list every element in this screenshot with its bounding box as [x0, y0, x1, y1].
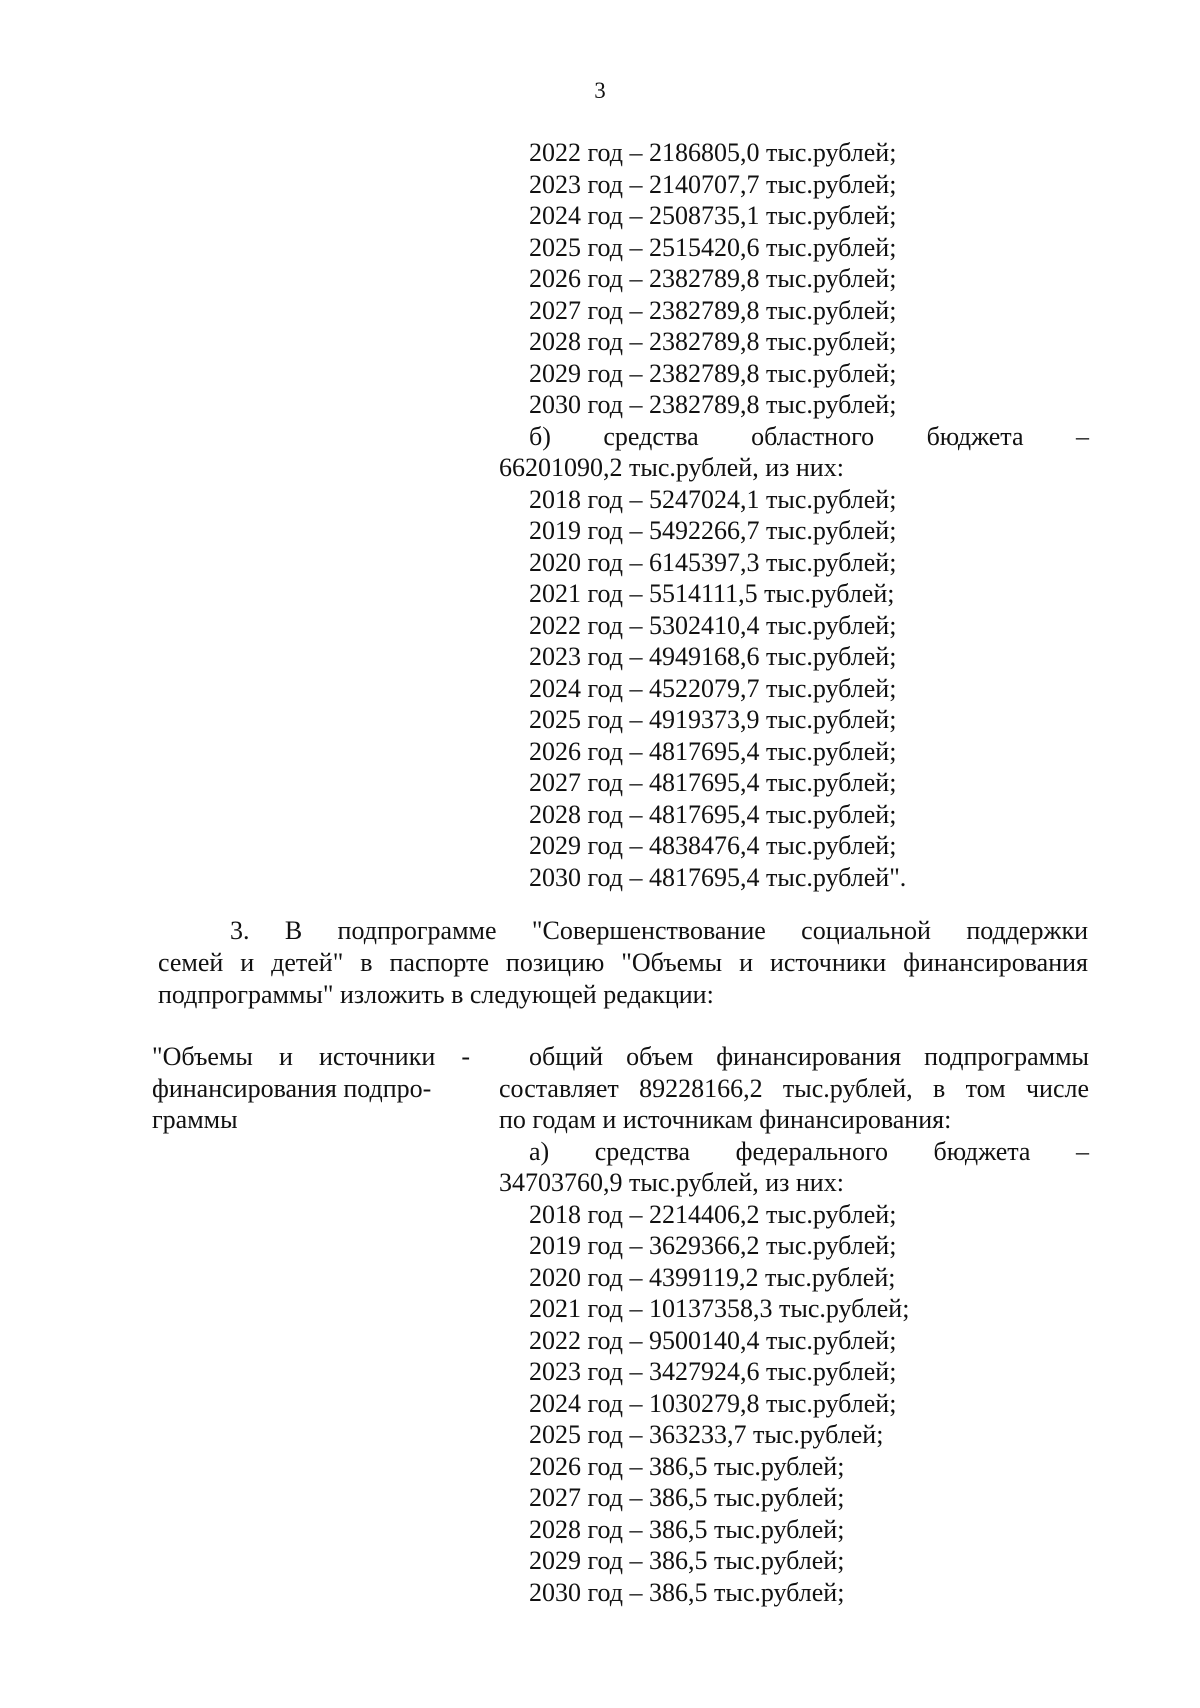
year-line: 2018 год – 2214406,2 тыс.рублей; [529, 1199, 897, 1229]
page-number: 3 [594, 78, 606, 103]
passport-label [152, 1041, 470, 1136]
label-line: финансирования подпро- [152, 1073, 432, 1103]
year-line: 2028 год – 386,5 тыс.рублей; [529, 1514, 845, 1544]
year-line: 2030 год – 386,5 тыс.рублей; [529, 1577, 845, 1607]
year-line: 2019 год – 5492266,7 тыс.рублей; [529, 516, 897, 545]
year-line: 2019 год – 3629366,2 тыс.рублей; [529, 1231, 897, 1260]
year-line: 2027 год – 386,5 тыс.рублей; [529, 1483, 845, 1512]
year-line: 2020 год – 6145397,3 тыс.рублей; [529, 547, 897, 577]
year-line: 2025 год – 4919373,9 тыс.рублей; [529, 705, 897, 734]
year-line: 2028 год – 2382789,8 тыс.рублей; [529, 327, 897, 356]
year-line: 2024 год – 1030279,8 тыс.рублей; [529, 1388, 897, 1418]
year-line: 2023 год – 4949168,6 тыс.рублей; [529, 642, 897, 671]
year-line: 2023 год – 3427924,6 тыс.рублей; [529, 1357, 897, 1386]
year-line: 2027 год – 4817695,4 тыс.рублей; [529, 768, 897, 797]
paragraph-line: 3. В подпрограмме "Совершенствование социальной поддержки [230, 916, 1088, 945]
year-line: 2022 год – 2186805,0 тыс.рублей; [529, 138, 897, 167]
regional-budget-total: 66201090,2 тыс.рублей, из них: [499, 453, 844, 482]
year-line: 2022 год – 9500140,4 тыс.рублей; [529, 1325, 897, 1355]
total-line: составляет 89228166,2 тыс.рублей, в том числе [499, 1073, 1089, 1103]
year-line: 2020 год – 4399119,2 тыс.рублей; [529, 1262, 896, 1292]
year-line: 2021 год – 10137358,3 тыс.рублей; [529, 1294, 910, 1323]
label-line: граммы [152, 1105, 238, 1134]
year-line: 2021 год – 5514111,5 тыс.рублей; [529, 579, 895, 608]
total-line: по годам и источникам финансирования: [499, 1105, 952, 1134]
label-line: "Объемы и источники - [152, 1042, 470, 1071]
year-line: 2024 год – 4522079,7 тыс.рублей; [529, 673, 897, 703]
year-line: 2025 год – 2515420,6 тыс.рублей; [529, 232, 897, 262]
year-line: 2025 год – 363233,7 тыс.рублей; [529, 1420, 884, 1449]
paragraph-line: подпрограммы" изложить в следующей редакции: [158, 980, 714, 1009]
year-line: 2029 год – 386,5 тыс.рублей; [529, 1546, 845, 1575]
year-line: 2029 год – 2382789,8 тыс.рублей; [529, 358, 897, 388]
year-line: 2026 год – 4817695,4 тыс.рублей; [529, 736, 897, 766]
federal-budget-total: 34703760,9 тыс.рублей, из них: [499, 1168, 844, 1197]
federal-budget-heading: а) средства федерального бюджета – [529, 1136, 1089, 1166]
year-line: 2026 год – 386,5 тыс.рублей; [529, 1451, 845, 1481]
passport-value [499, 1041, 1089, 1608]
year-line: 2023 год – 2140707,7 тыс.рублей; [529, 169, 897, 199]
year-line: 2029 год – 4838476,4 тыс.рублей; [529, 831, 897, 860]
year-line: 2030 год – 4817695,4 тыс.рублей". [529, 862, 907, 892]
year-line: 2027 год – 2382789,8 тыс.рублей; [529, 295, 897, 325]
regional-budget-heading: б) средства областного бюджета – [529, 421, 1089, 451]
year-line: 2018 год – 5247024,1 тыс.рублей; [529, 484, 897, 514]
total-line: общий объем финансирования подпрограммы [529, 1042, 1089, 1071]
paragraph-3 [158, 915, 1088, 1011]
year-line: 2028 год – 4817695,4 тыс.рублей; [529, 799, 897, 829]
year-line: 2030 год – 2382789,8 тыс.рублей; [529, 390, 897, 419]
paragraph-line: семей и детей" в паспорте позицию "Объемы и источники финансирования [158, 948, 1088, 977]
top-financing-block [499, 137, 1089, 893]
year-line: 2024 год – 2508735,1 тыс.рублей; [529, 201, 897, 230]
year-line: 2026 год – 2382789,8 тыс.рублей; [529, 264, 897, 293]
year-line: 2022 год – 5302410,4 тыс.рублей; [529, 610, 897, 640]
